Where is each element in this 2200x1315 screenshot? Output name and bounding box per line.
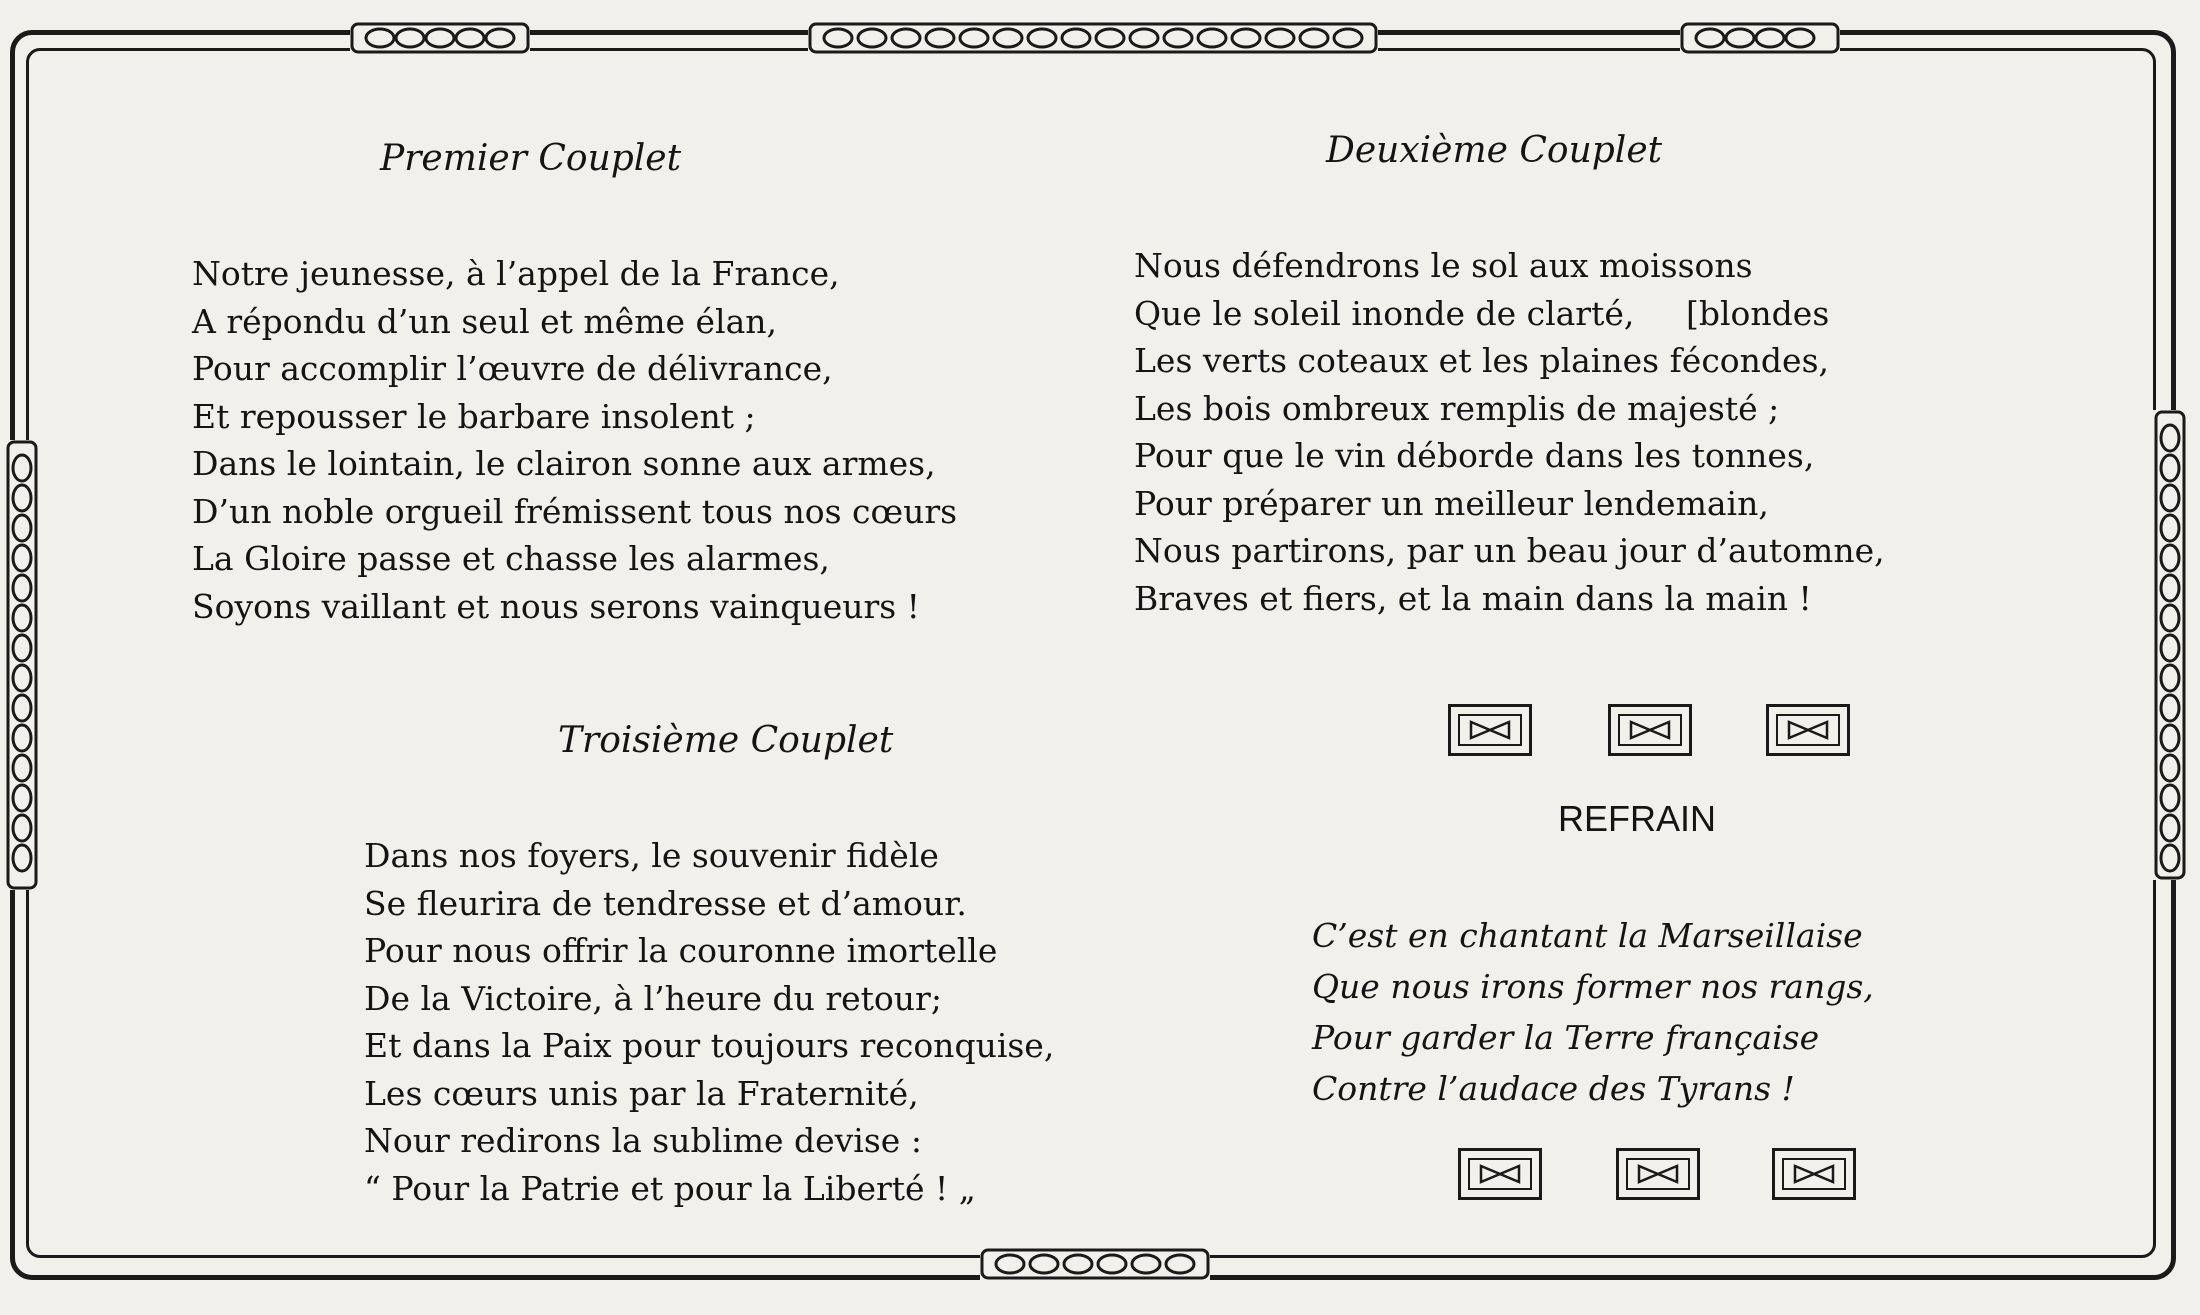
bow-ornament-icon [1608, 704, 1692, 756]
verse-line: Pour que le vin déborde dans les tonnes, [1134, 436, 1815, 475]
verse-line: Que nous irons former nos rangs, [1312, 967, 1874, 1006]
chain-ornament-icon [808, 20, 1378, 56]
bow-ornament-icon [1448, 704, 1532, 756]
deuxieme-couplet-title: Deuxième Couplet [1326, 130, 1663, 171]
premier-couplet-verse [192, 250, 957, 630]
chain-ornament-icon [2152, 410, 2188, 880]
verse-line: La Gloire passe et chasse les alarmes, [192, 539, 830, 578]
bow-ornament-icon [1766, 704, 1850, 756]
verse-line: Et dans la Paix pour toujours reconquise, [364, 1026, 1055, 1065]
verse-line: Les cœurs unis par la Fraternité, [364, 1073, 919, 1113]
verse-line: Nous partirons, par un beau jour d’automne, [1134, 531, 1885, 570]
verse-line: Dans nos foyers, le souvenir fidèle [364, 836, 939, 875]
verse-line: Les verts coteaux et les plaines fécondes, [1134, 341, 1829, 380]
troisieme-couplet-verse [364, 832, 1054, 1212]
verse-line: Pour préparer un meilleur lendemain, [1134, 483, 1769, 523]
verse-line: D’un noble orgueil frémissent tous nos cœurs [192, 491, 958, 531]
chain-ornament-icon [350, 20, 530, 56]
verse-line: Nous défendrons le sol aux moissons [1134, 246, 1753, 285]
verse-line: Et repousser le barbare insolent ; [192, 396, 756, 436]
verse-line: Dans le lointain, le clairon sonne aux armes, [192, 444, 936, 483]
verse-line: Que le soleil inonde de clarté, [1134, 293, 1635, 333]
bow-ornament-icon [1616, 1148, 1700, 1200]
verse-line: Nour redirons la sublime devise : [364, 1121, 922, 1160]
chain-ornament-icon [4, 440, 40, 890]
verse-line: Notre jeunesse, à l’appel de la France, [192, 254, 840, 293]
verse-line: Les bois ombreux remplis de majesté ; [1134, 388, 1780, 428]
verse-line: Contre l’audace des Tyrans ! [1312, 1069, 1795, 1108]
refrain-title: REFRAIN [1558, 798, 1717, 839]
verse-line: Braves et fiers, et la main dans la main ! [1134, 578, 1812, 618]
bow-ornament-icon [1458, 1148, 1542, 1200]
refrain-verse [1312, 910, 1874, 1114]
verse-line: C’est en chantant la Marseillaise [1312, 916, 1863, 955]
verse-line: Se fleurira de tendresse et d’amour. [364, 883, 967, 923]
verse-line: Pour garder la Terre française [1312, 1018, 1820, 1057]
chain-ornament-icon [1680, 20, 1840, 56]
chain-ornament-icon [980, 1246, 1210, 1282]
verse-line: Pour nous offrir la couronne imortelle [364, 931, 998, 970]
troisieme-couplet-title: Troisième Couplet [558, 720, 894, 761]
verse-line: Soyons vaillant et nous serons vainqueurs ! [192, 586, 920, 626]
verse-line: A répondu d’un seul et même élan, [192, 301, 778, 341]
overflow-word: [blondes [1686, 294, 1830, 333]
premier-couplet-title: Premier Couplet [380, 138, 682, 179]
verse-line: De la Victoire, à l’heure du retour; [364, 978, 942, 1018]
verse-line: Pour accomplir l’œuvre de délivrance, [192, 349, 833, 388]
bow-ornament-icon [1772, 1148, 1856, 1200]
verse-line: “ Pour la Patrie et pour la Liberté ! „ [364, 1168, 976, 1208]
